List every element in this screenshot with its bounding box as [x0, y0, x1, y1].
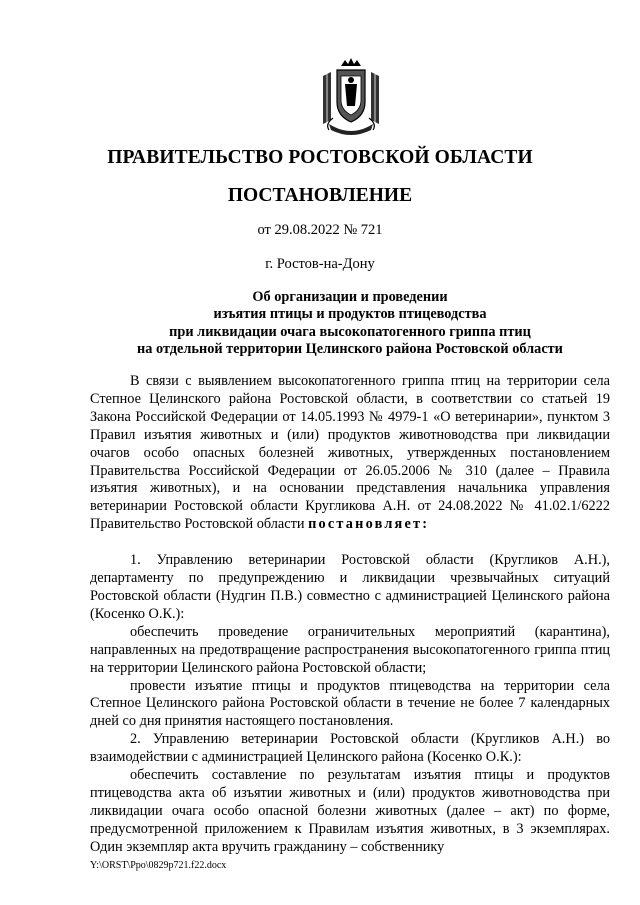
subject-line: Об организации и проведении	[252, 289, 448, 305]
document-type-title: ПОСТАНОВЛЕНИЕ	[227, 185, 413, 206]
date-and-number: от 29.08.2022 № 721	[257, 222, 383, 238]
document-body	[90, 373, 610, 857]
organization-title: ПРАВИТЕЛЬСТВО РОСТОВСКОЙ ОБЛАСТИ	[107, 147, 533, 168]
resolves-keyword: постановляет:	[308, 516, 430, 533]
document-subject	[60, 289, 640, 359]
item-2-sub-1-paragraph: обеспечить составление по результатам изъятия птицы и продуктов птицеводства акта об изъятии животных и (или) продуктов животноводства при ликвидации очага особо опасной болезни животных (далее – акт) по форме, предусмотренной приложением к Правилам изъятия животных, в 3 экземплярах. Один экземпляр акта вручить гражданину – собственнику	[90, 767, 610, 855]
item-1-paragraph: 1. Управлению ветеринарии Ростовской области (Кругликов А.Н.), департаменту по предупреждению и ликвидации чрезвычайных ситуаций Ростовской области (Нудгин П.В.) совместно с администрацией Целинского района (Косенко О.К.):	[90, 552, 610, 622]
preamble-paragraph	[90, 373, 610, 534]
subject-line: на отдельной территории Целинского района Ростовской области	[137, 341, 563, 358]
subject-line: при ликвидации очага высокопатогенного гриппа птиц	[169, 323, 531, 340]
preamble-text: В связи с выявлением высокопатогенного гриппа птиц на территории села Степное Целинского района Ростовской области, в соответствии со статьей 19 Закона Российской Федерации от 14.05.1993 № 4979-1 «О ветеринарии», пунктом 3 Правил изъятия животных и (или) продуктов животноводства при ликвидации очагов особо опасных болезней животных, утвержденных постановлением Правительства Российской Федерации от 26.05.2006 № 310 (далее – Правила изъятия животных), и на основании представления начальника управления ветеринарии Ростовской области Кругликова А.Н. от 24.08.2022 № 41.02.1/6222 Правительство Ростовской области	[90, 373, 610, 533]
city-of-issue: г. Ростов-на-Дону	[265, 256, 375, 272]
item-2-paragraph: 2. Управлению ветеринарии Ростовской области (Кругликов А.Н.) во взаимодействии с администрацией Целинского района (Косенко О.К.):	[90, 731, 610, 766]
item-1-sub-2-paragraph: провести изъятие птицы и продуктов птицеводства на территории села Степное Целинского района Ростовской области в течение не более 7 календарных дней со дня принятия настоящего постановления.	[90, 677, 610, 730]
file-path-footer: Y:\ORST\Ppo\0829p721.f22.docx	[90, 860, 227, 871]
coat-of-arms-icon	[315, 58, 387, 136]
item-1-sub-1-paragraph: обеспечить проведение ограничительных мероприятий (карантина), направленных на предотвращение распространения высокопатогенного гриппа птиц на территории Целинского района Ростовской области;	[90, 623, 610, 676]
subject-line: изъятия птицы и продуктов птицеводства	[213, 306, 487, 323]
